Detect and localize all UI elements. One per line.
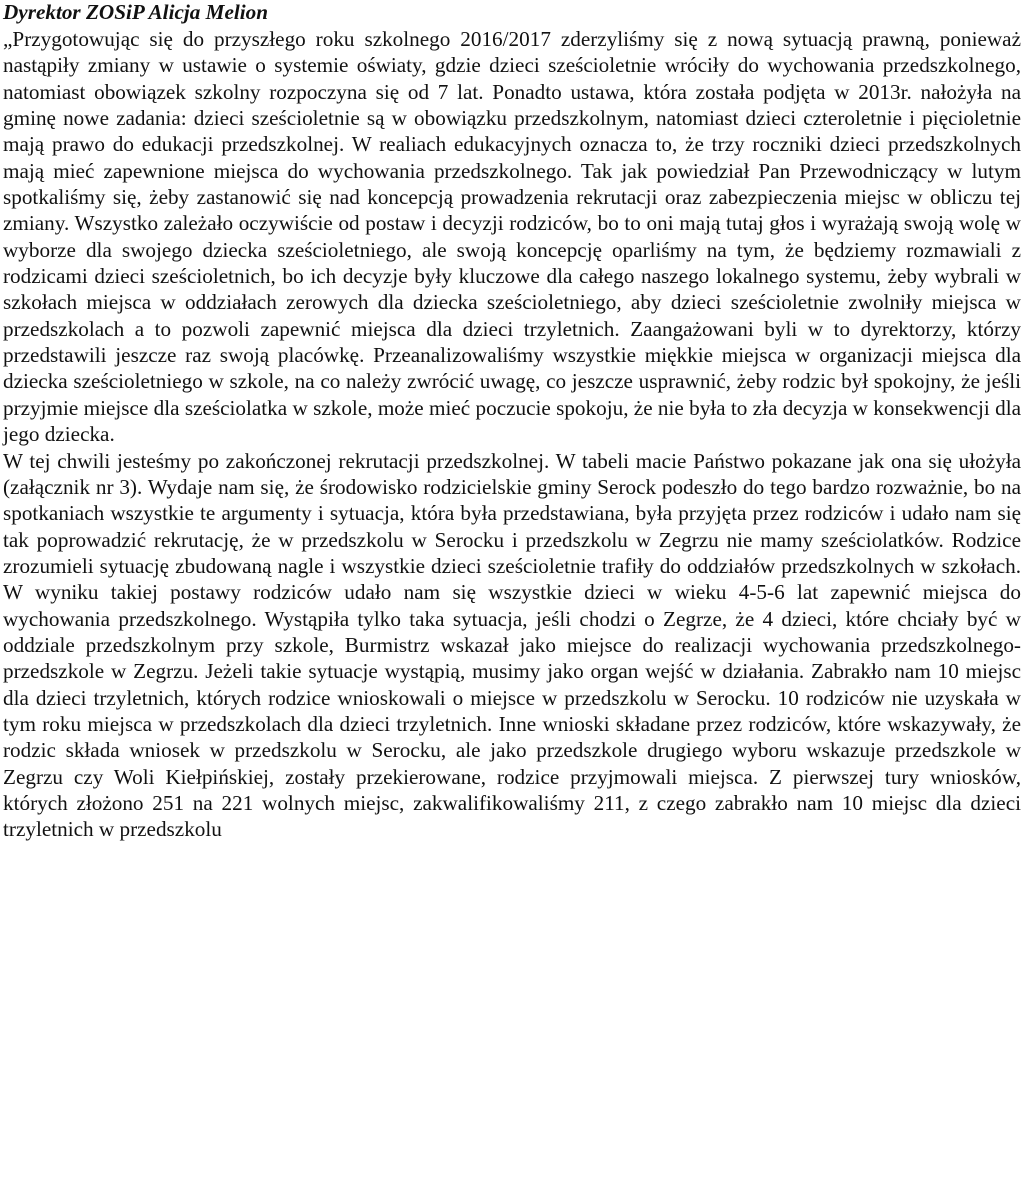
paragraph-2: W tej chwili jesteśmy po zakończonej rekrutacji przedszkolnej. W tabeli macie Państwo pokazane jak ona się ułożyła (załącznik nr 3). Wydaje nam się, że środowisko rodzicielskie gminy Serock podeszło do tego bardzo rozważnie, bo na spotkaniach wszystkie te argumenty i sytuacja, która była przedstawiana, była przyjęta przez rodziców i udało nam się tak poprowadzić rekrutację, że w przedszkolu w Serocku i przedszkolu w Zegrzu nie mamy sześciolatków. Rodzice zrozumieli sytuację zbudowaną nagle i wszystkie dzieci sześcioletnie trafiły do oddziałów przedszkolnych w szkołach. W wyniku takiej postawy rodziców udało nam się wszystkie dzieci w wieku 4-5-6 lat zapewnić miejsca do wychowania przedszkolnego. Wystąpiła tylko taka sytuacja, jeśli chodzi o Zegrze, że 4 dzieci, które chciały być w oddziale przedszkolnym przy szkole, Burmistrz wskazał jako miejsce do realizacji wychowania przedszkolnego- przedszkole w Zegrzu. Jeżeli takie sytuacje wystąpią, musimy jako organ wejść w działania. Zabrakło nam 10 miejsc dla dzieci trzyletnich, których rodzice wnioskowali o miejsce w przedszkolu w Serocku. 10 rodziców nie uzyskała w tym roku miejsca w przedszkolach dla dzieci trzyletnich. Inne wnioski składane przez rodziców, które wskazywały, że rodzic składa wniosek w przedszkolu w Serocku, ale jako przedszkole drugiego wyboru wskazuje przedszkole w Zegrzu czy Woli Kiełpińskiej, zostały przekierowane, rodzice przyjmowali miejsca. Z pierwszej tury wniosków, których złożono 251 na 221 wolnych miejsc, zakwalifikowaliśmy 211, z czego zabrakło nam 10 miejsc dla dzieci trzyletnich w przedszkolu [3, 448, 1021, 842]
paragraph-1: „Przygotowując się do przyszłego roku szkolnego 2016/2017 zderzyliśmy się z nową sytuacją prawną, ponieważ nastąpiły zmiany w ustawie o systemie oświaty, gdzie dzieci sześcioletnie wróciły do wychowania przedszkolnego, natomiast obowiązek szkolny rozpoczyna się od 7 lat. Ponadto ustawa, która została podjęta w 2013r. nałożyła na gminę nowe zadania: dzieci sześcioletnie są w obowiązku przedszkolnym, natomiast dzieci czteroletnie i pięcioletnie mają prawo do edukacji przedszkolnej. W realiach edukacyjnych oznacza to, że trzy roczniki dzieci przedszkolnych mają mieć zapewnione miejsca do wychowania przedszkolnego. Tak jak powiedział Pan Przewodniczący w lutym spotkaliśmy się, żeby zastanowić się nad koncepcją prowadzenia rekrutacji oraz zabezpieczenia miejsc w obliczu tej zmiany. Wszystko zależało oczywiście od postaw i decyzji rodziców, bo to oni mają tutaj głos i wyrażają swoją wolę w wyborze dla swojego dziecka sześcioletniego, ale swoją koncepcję oparliśmy na tym, że będziemy rozmawiali z rodzicami dzieci sześcioletnich, bo ich decyzje były kluczowe dla całego naszego lokalnego systemu, żeby wybrali w szkołach miejsca w oddziałach zerowych dla dziecka sześcioletniego, aby dzieci sześcioletnie zwolniły miejsca w przedszkolach a to pozwoli zapewnić miejsca dla dzieci trzyletnich. Zaangażowani byli w to dyrektorzy, którzy przedstawili jeszcze raz swoją placówkę. Przeanalizowaliśmy wszystkie miękkie miejsca w organizacji miejsca dla dziecka sześcioletniego w szkole, na co należy zwrócić uwagę, co jeszcze usprawnić, żeby rodzic był spokojny, że jeśli przyjmie miejsce dla sześciolatka w szkole, może mieć poczucie spokoju, że nie była to zła decyzja w konsekwencji dla jego dziecka. [3, 27, 1021, 447]
speaker-name: Dyrektor ZOSiP Alicja Melion [3, 0, 269, 24]
document-page [3, 0, 1021, 843]
